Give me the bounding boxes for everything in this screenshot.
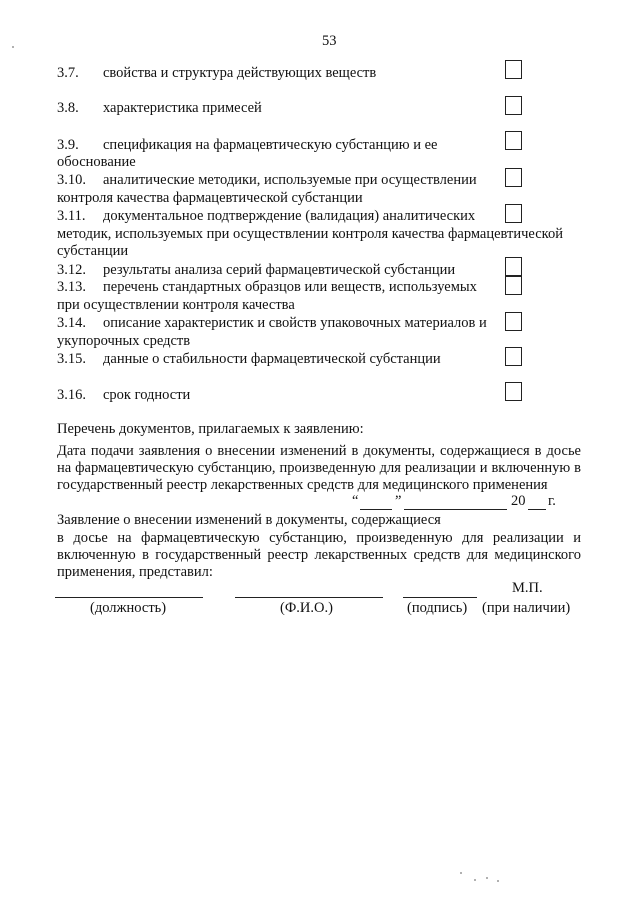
checkbox-3-15[interactable] [505, 347, 522, 366]
date-open-quote: “ [352, 493, 359, 509]
item-number: 3.13. [57, 279, 86, 295]
date-year-suffix: г. [548, 493, 556, 509]
date-year-blank[interactable] [528, 509, 546, 510]
item-text-continuation: при осуществлении контроля качества [57, 297, 295, 313]
item-text-continuation: укупорочных средств [57, 333, 191, 349]
date-year-prefix: 20 [511, 493, 526, 509]
checkbox-3-10[interactable] [505, 168, 522, 187]
item-text: срок годности [103, 387, 191, 403]
checkbox-3-14[interactable] [505, 312, 522, 331]
if-available-label: (при наличии) [482, 600, 571, 616]
checkbox-3-12[interactable] [505, 257, 522, 276]
signature-line[interactable] [403, 597, 477, 598]
item-text-continuation: обоснование [57, 154, 136, 170]
item-text: данные о стабильности фармацевтической субстанции [103, 351, 441, 367]
checkbox-3-8[interactable] [505, 96, 522, 115]
name-signature-line[interactable] [235, 597, 383, 598]
date-paragraph-line: Дата подачи заявления о внесении изменений в документы, содержащиеся в досье [57, 443, 581, 459]
submitted-paragraph-line: применения, представил: [57, 564, 213, 580]
date-paragraph-line: на фармацевтическую субстанцию, произведенную для реализации и включенную в [57, 460, 581, 476]
date-day-blank[interactable] [360, 509, 392, 510]
item-number: 3.7. [57, 65, 79, 81]
item-text-continuation: методик, используемых при осуществлении контроля качества фармацевтической [57, 226, 563, 242]
name-label: (Ф.И.О.) [280, 600, 333, 616]
item-number: 3.10. [57, 172, 86, 188]
item-number: 3.16. [57, 387, 86, 403]
item-number: 3.8. [57, 100, 79, 116]
signature-label: (подпись) [407, 600, 468, 616]
item-number: 3.15. [57, 351, 86, 367]
item-text: спецификация на фармацевтическую субстанцию и ее [103, 137, 438, 153]
scan-speck [460, 872, 462, 874]
checkbox-3-13[interactable] [505, 276, 522, 295]
checkbox-3-7[interactable] [505, 60, 522, 79]
position-label: (должность) [90, 600, 167, 616]
item-text-continuation: субстанции [57, 243, 129, 259]
attached-documents-heading: Перечень документов, прилагаемых к заявлению: [57, 421, 364, 437]
scan-speck [486, 877, 488, 879]
scan-speck [497, 880, 499, 882]
submitted-paragraph-line: Заявление о внесении изменений в документы, содержащиеся [57, 512, 441, 528]
item-text: результаты анализа серий фармацевтической субстанции [103, 262, 456, 278]
position-signature-line[interactable] [55, 597, 203, 598]
stamp-place-label: М.П. [512, 580, 543, 596]
item-text: документальное подтверждение (валидация) аналитических [103, 208, 476, 224]
checkbox-3-11[interactable] [505, 204, 522, 223]
item-text: описание характеристик и свойств упаковочных материалов и [103, 315, 487, 331]
date-month-blank[interactable] [404, 509, 507, 510]
item-text: перечень стандартных образцов или веществ, используемых [103, 279, 477, 295]
checkbox-3-16[interactable] [505, 382, 522, 401]
submitted-paragraph-line: в досье на фармацевтическую субстанцию, произведенную для реализации и [57, 530, 581, 546]
item-text: характеристика примесей [103, 100, 262, 116]
date-paragraph-line: государственный реестр лекарственных средств для медицинского применения [57, 477, 548, 493]
item-number: 3.12. [57, 262, 86, 278]
submitted-paragraph-line: включенную в государственный реестр лекарственных средств для медицинского [57, 547, 581, 563]
page-number: 53 [322, 33, 337, 49]
scan-speck [12, 46, 14, 48]
item-text: свойства и структура действующих веществ [103, 65, 377, 81]
item-number: 3.14. [57, 315, 86, 331]
checkbox-3-9[interactable] [505, 131, 522, 150]
item-text-continuation: контроля качества фармацевтической субстанции [57, 190, 363, 206]
item-number: 3.11. [57, 208, 86, 224]
item-number: 3.9. [57, 137, 79, 153]
date-close-quote: ” [395, 493, 402, 509]
item-text: аналитические методики, используемые при осуществлении [103, 172, 477, 188]
scan-speck [474, 879, 476, 881]
